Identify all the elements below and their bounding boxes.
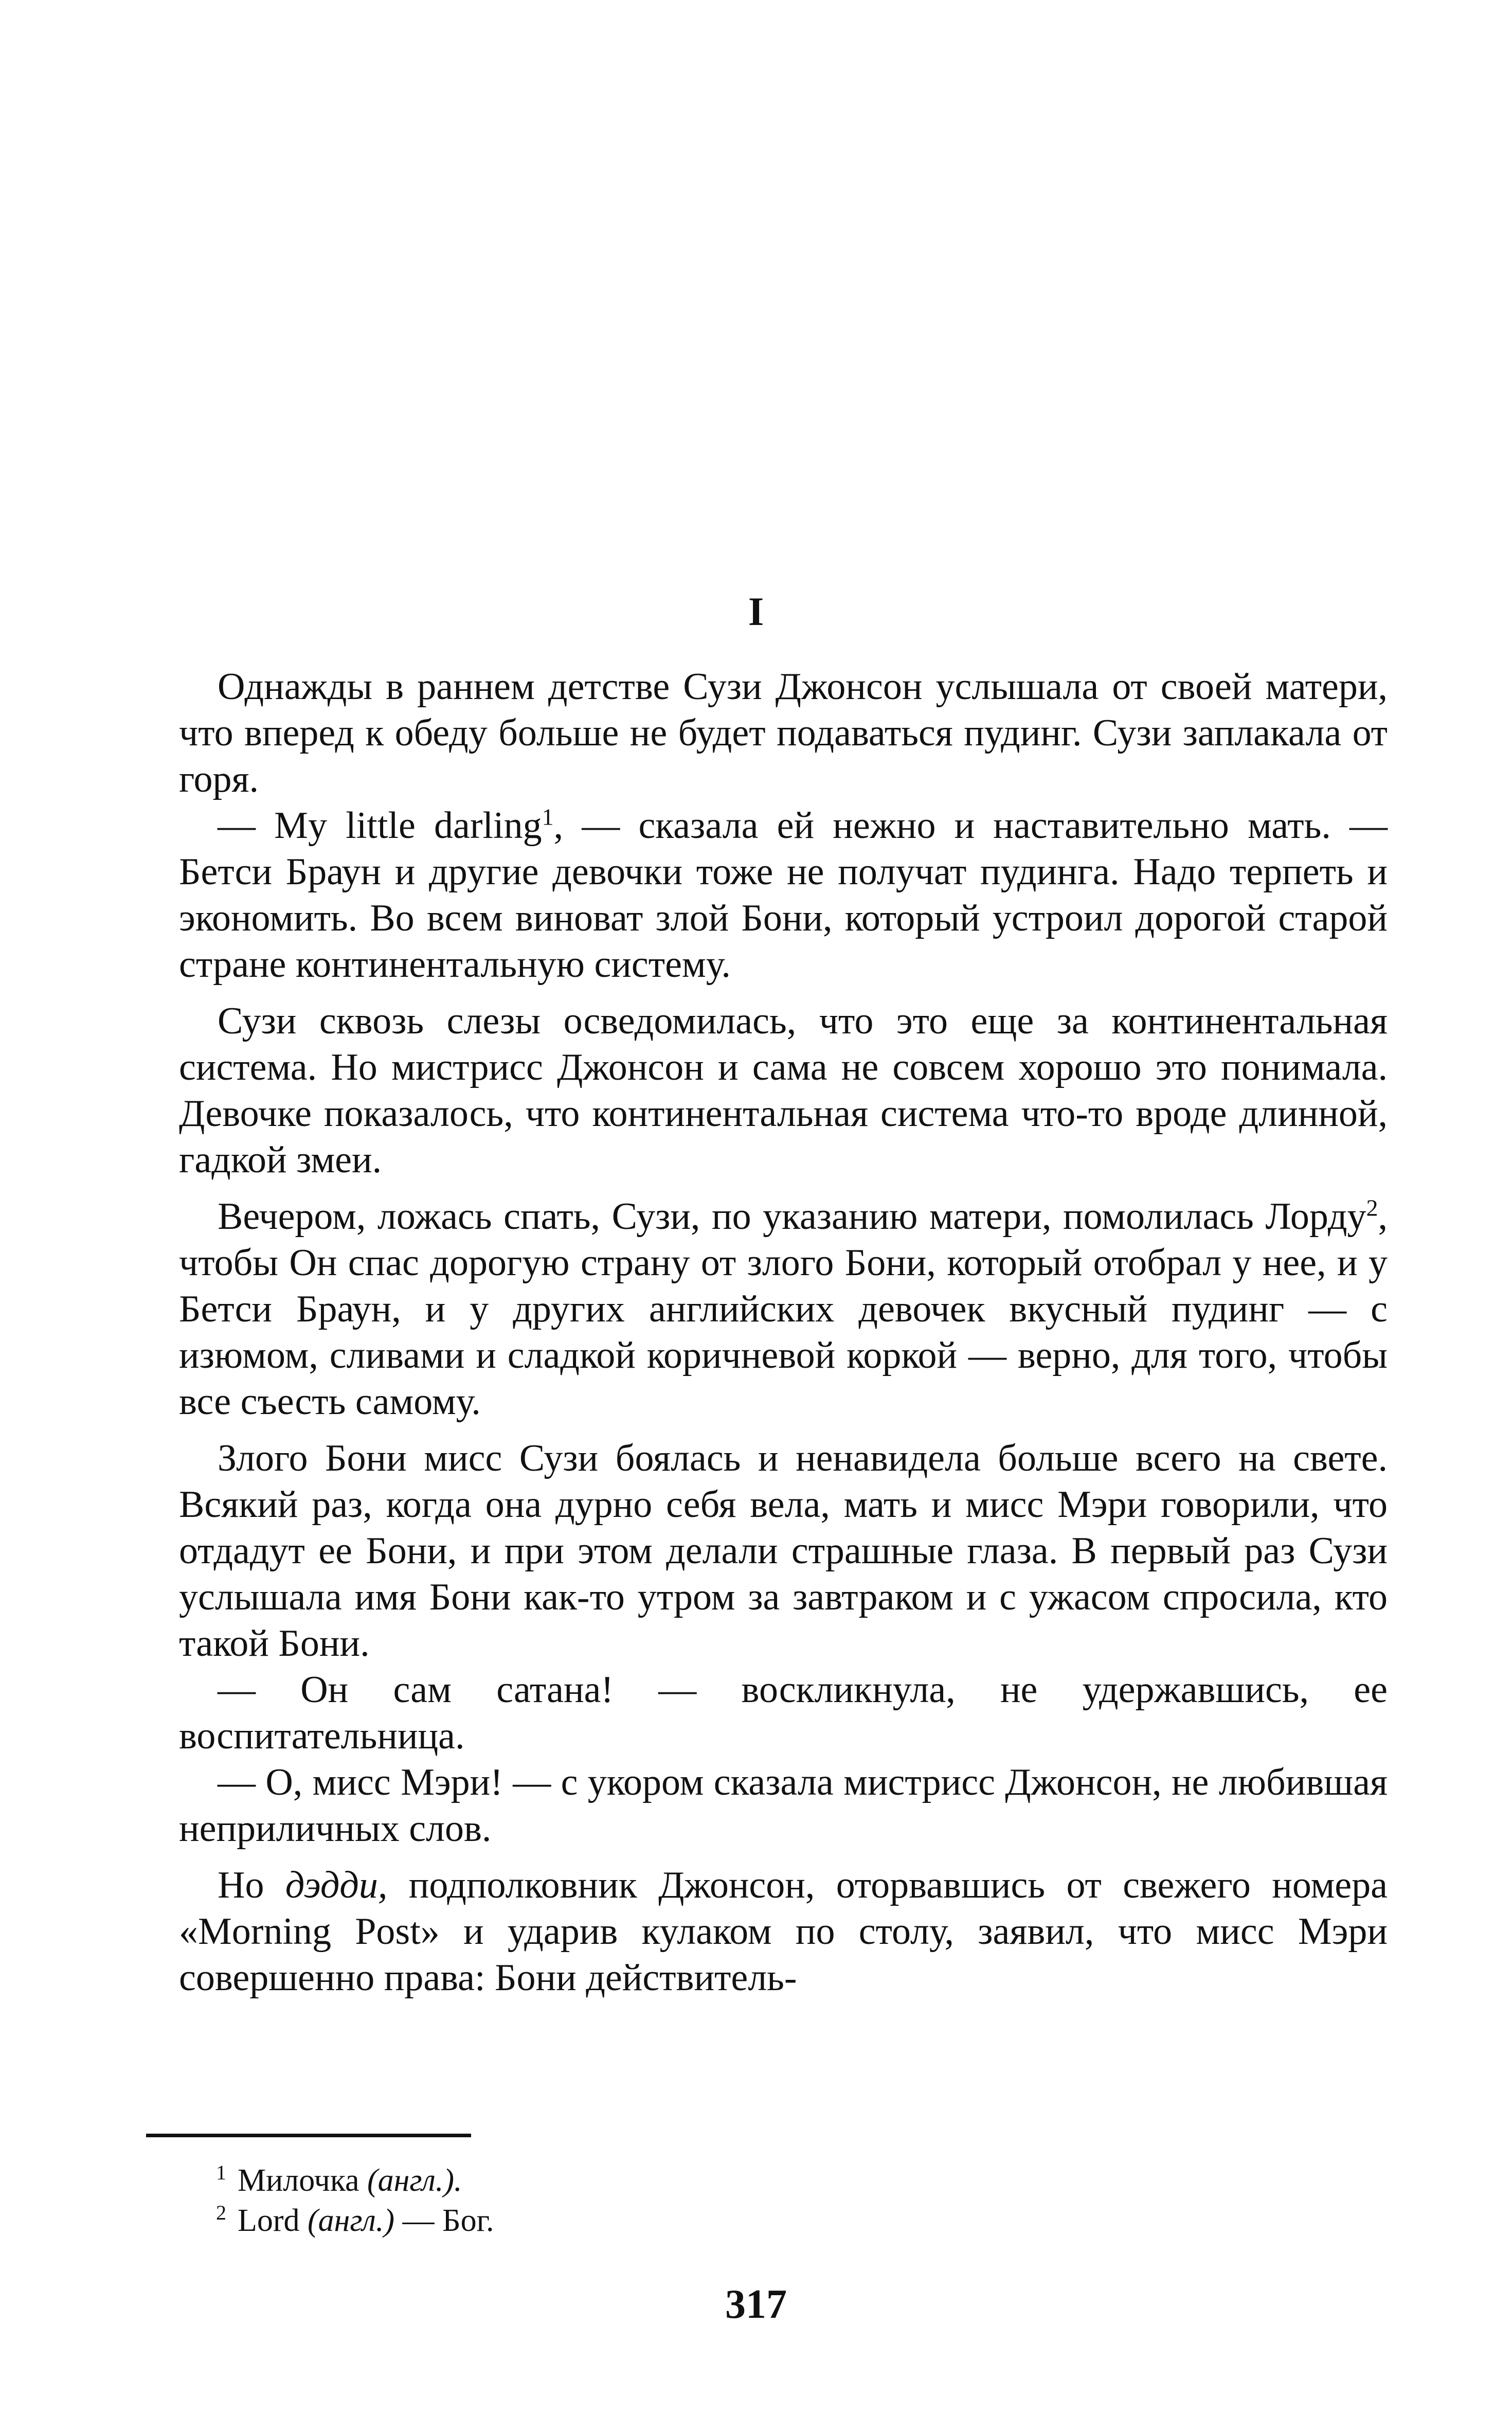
paragraph bbox=[179, 998, 1388, 1183]
footnote-italic: (англ.). bbox=[367, 2163, 462, 2198]
paragraph bbox=[179, 1759, 1388, 1852]
italic-word: дэдди, bbox=[285, 1864, 388, 1906]
paragraph-text: Вечером, ложась спать, Сузи, по указанию матери, помолилась Лорду bbox=[218, 1195, 1366, 1238]
body-text bbox=[179, 664, 1388, 2001]
footnote-text: Lord bbox=[238, 2203, 300, 2238]
paragraph bbox=[179, 1862, 1388, 2001]
footnotes bbox=[216, 2160, 1347, 2241]
footnote-reference: 1 bbox=[542, 803, 554, 830]
footnote-number: 2 bbox=[216, 2201, 226, 2225]
footnote-divider bbox=[146, 2134, 471, 2137]
footnote bbox=[216, 2201, 1347, 2241]
footnote-reference: 2 bbox=[1366, 1194, 1378, 1221]
footnote bbox=[216, 2160, 1347, 2201]
paragraph bbox=[179, 802, 1388, 988]
footnote-text: Милочка bbox=[238, 2163, 359, 2198]
page-number: 317 bbox=[725, 2282, 787, 2327]
footnote-number: 1 bbox=[216, 2161, 226, 2185]
paragraph-text: подполковник Джонсон, оторвавшись от свежего номера «Morning Post» и ударив кулаком по столу, заявил, что мисс Мэри совершенно права: Бони действитель- bbox=[179, 1864, 1388, 1999]
footnote-text-after: — Бог. bbox=[402, 2203, 494, 2238]
paragraph bbox=[179, 1193, 1388, 1425]
paragraph-text: — Он сам сатана! — воскликнула, не удержавшись, ее воспитательница. bbox=[179, 1669, 1388, 1757]
paragraph bbox=[179, 664, 1388, 802]
paragraph-text: — О, мисс Мэри! — с укором сказала мистрисс Джонсон, не любившая неприличных слов. bbox=[179, 1761, 1388, 1850]
paragraph bbox=[179, 1435, 1388, 1667]
paragraph-text: Однажды в раннем детстве Сузи Джонсон услышала от своей матери, что вперед к обеду больше не будет подаваться пудинг. Сузи заплакала от горя. bbox=[179, 666, 1388, 800]
paragraph-text: , чтобы Он спас дорогую страну от злого Бони, который отобрал у нее, и у Бетси Браун, и у других английских девочек вкусный пудинг — с изюмом, сливами и сладкой коричневой коркой — верно, для того, чтобы все съесть самому. bbox=[179, 1195, 1388, 1423]
paragraph bbox=[179, 1667, 1388, 1759]
chapter-heading: I bbox=[748, 589, 764, 634]
paragraph-text: Но bbox=[218, 1864, 264, 1906]
paragraph-text: , — сказала ей нежно и наставительно мать. — Бетси Браун и другие девочки тоже не получат пудинга. Надо терпеть и экономить. Во всем виноват злой Бони, который устроил дорогой старой стране континентальную систему. bbox=[179, 804, 1388, 986]
footnote-italic: (англ.) bbox=[308, 2203, 394, 2238]
paragraph-text: Злого Бони мисс Сузи боялась и ненавидела больше всего на свете. Всякий раз, когда она дурно себя вела, мать и мисс Мэри говорили, что отдадут ее Бони, и при этом делали страшные глаза. В первый раз Сузи услышала имя Бони как-то утром за завтраком и с ужасом спросила, кто такой Бони. bbox=[179, 1437, 1388, 1665]
paragraph-text: — My little darling bbox=[218, 804, 542, 847]
paragraph-text: Сузи сквозь слезы осведомилась, что это еще за континентальная система. Но мистрисс Джонсон и сама не совсем хорошо это понимала. Девочке показалось, что континентальная система что-то вроде длинной, гадкой змеи. bbox=[179, 1000, 1388, 1181]
